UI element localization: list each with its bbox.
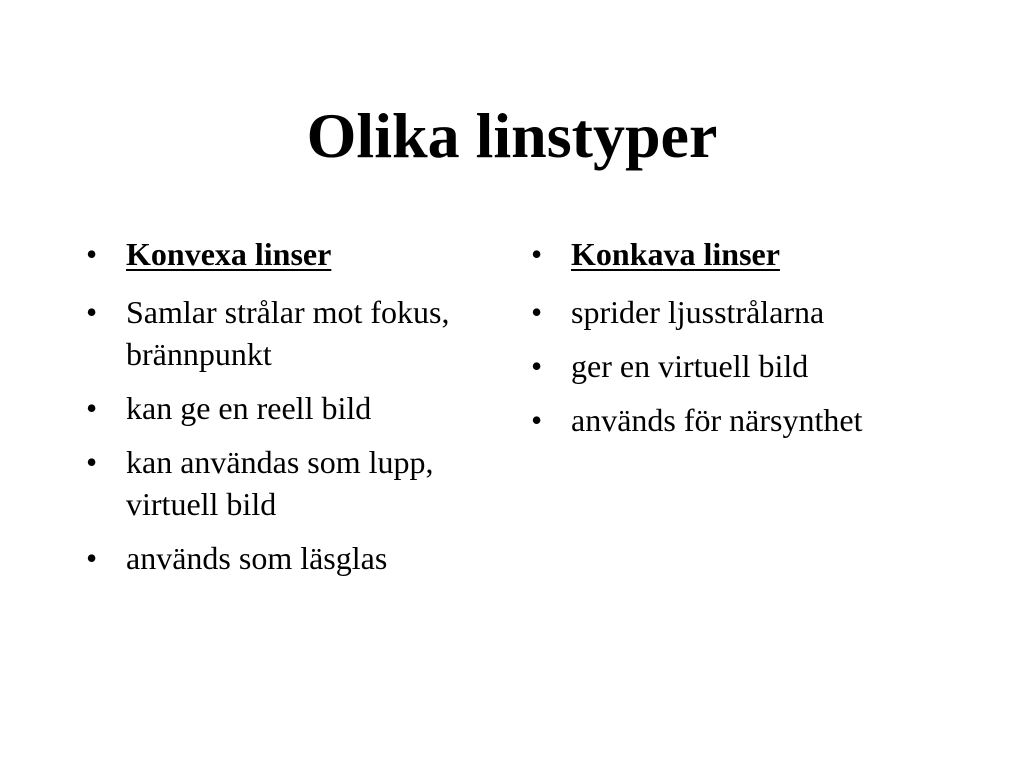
list-item: [86, 537, 466, 579]
slide-title: Olika linstyper: [306, 100, 718, 171]
bullet-icon: •: [531, 402, 543, 438]
right-column-heading: Konkava linser: [571, 236, 780, 272]
left-bullet-list: [86, 233, 466, 579]
list-item-text: kan ge en reell bild: [126, 390, 372, 426]
list-item-text: kan användas som lupp, virtuell bild: [126, 444, 434, 522]
list-item-text: sprider ljusstrålarna: [571, 294, 825, 330]
list-item-text: ger en virtuell bild: [571, 348, 809, 384]
left-column-heading-item: [86, 233, 466, 275]
list-item: [86, 441, 466, 525]
list-item-text: används för närsynthet: [571, 402, 863, 438]
list-item: [531, 399, 961, 441]
bullet-icon: •: [86, 390, 98, 426]
bullet-icon: •: [531, 348, 543, 384]
list-item: [86, 291, 466, 375]
bullet-icon: •: [86, 540, 98, 576]
bullet-icon: •: [86, 236, 98, 272]
left-column-heading: Konvexa linser: [126, 236, 332, 272]
list-item: [531, 291, 961, 333]
list-item-text: Samlar strålar mot fokus, brännpunkt: [126, 294, 450, 372]
bullet-icon: •: [86, 294, 98, 330]
list-item: [531, 345, 961, 387]
right-column-heading-item: [531, 233, 961, 275]
list-item-text: används som läsglas: [126, 540, 388, 576]
bullet-icon: •: [531, 236, 543, 272]
bullet-icon: •: [86, 444, 98, 480]
right-bullet-list: [531, 233, 961, 441]
bullet-icon: •: [531, 294, 543, 330]
list-item: [86, 387, 466, 429]
